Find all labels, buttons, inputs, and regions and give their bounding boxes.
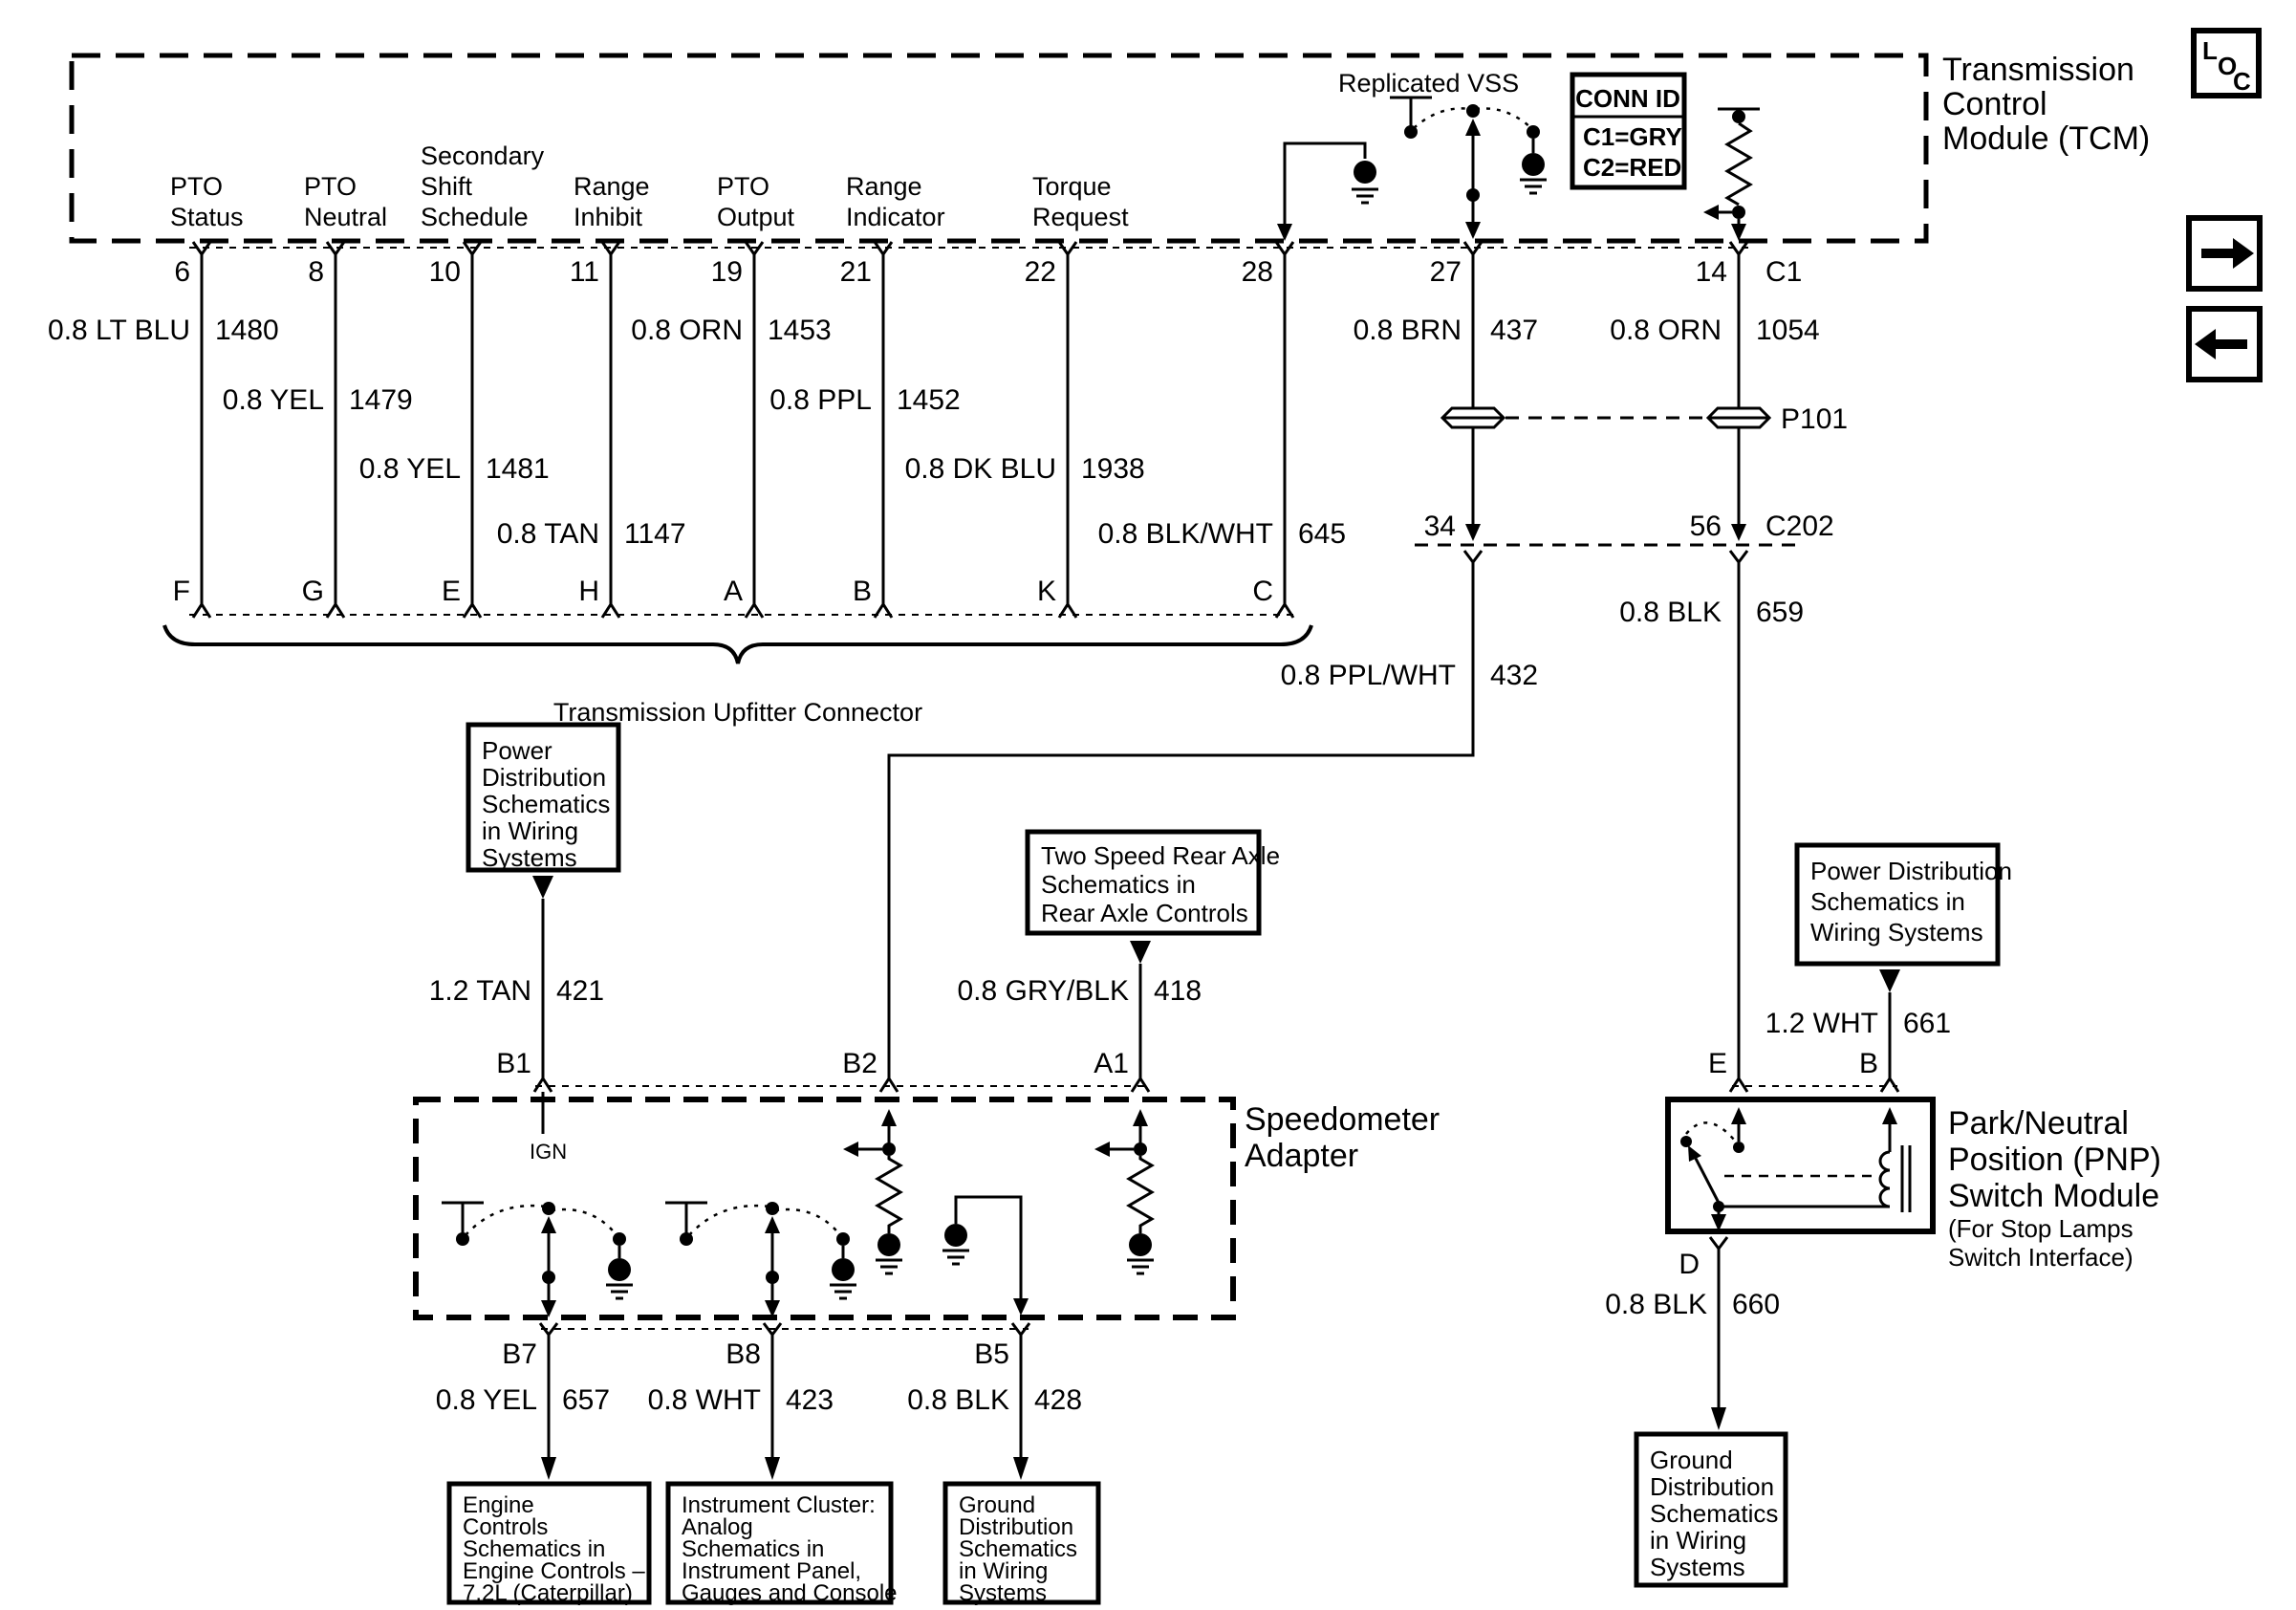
svg-text:PTO: PTO — [304, 172, 357, 201]
ref-box-engine-controls — [449, 1484, 649, 1606]
svg-text:E: E — [441, 576, 461, 607]
ground-icon — [1520, 180, 1547, 193]
svg-text:Secondary: Secondary — [421, 141, 545, 170]
arrow-down-icon — [1711, 1407, 1726, 1430]
svg-text:PTO: PTO — [170, 172, 224, 201]
wire-circuit-label: 432 — [1490, 660, 1539, 691]
p101-label: P101 — [1781, 403, 1849, 435]
svg-text:K: K — [1036, 576, 1056, 607]
tcm-internal-ground-28 — [1277, 143, 1378, 241]
upfitter-wires — [202, 254, 1285, 604]
resistor-icon — [1727, 123, 1750, 205]
speedo-label: Speedometer — [1245, 1101, 1440, 1138]
svg-text:0.8 YEL: 0.8 YEL — [222, 384, 324, 416]
svg-text:437: 437 — [1490, 315, 1539, 346]
pnp-internal-switch-icon — [1680, 1107, 1910, 1231]
svg-text:14: 14 — [1695, 256, 1727, 288]
svg-text:1938: 1938 — [1081, 453, 1145, 485]
ground-icon — [942, 1251, 969, 1264]
ref-box-instrument-cluster — [668, 1484, 898, 1606]
svg-text:Distribution: Distribution — [1650, 1472, 1775, 1501]
svg-text:0.8 YEL: 0.8 YEL — [435, 1384, 537, 1416]
loc-letter: L — [2202, 36, 2218, 65]
svg-text:Output: Output — [717, 203, 795, 231]
conn-id-legend — [1572, 75, 1684, 187]
svg-text:A1: A1 — [1094, 1048, 1129, 1079]
speedo-top-pin-stubs — [534, 1078, 1149, 1092]
ground-icon — [832, 1258, 855, 1281]
wire-color-label: 0.8 GRY/BLK — [957, 975, 1129, 1007]
loc-button[interactable] — [2194, 31, 2259, 96]
c202-pin-stubs — [1464, 551, 1747, 562]
svg-text:11: 11 — [569, 256, 599, 288]
svg-text:0.8 YEL: 0.8 YEL — [358, 453, 461, 485]
svg-text:Switch Interface): Switch Interface) — [1948, 1243, 2134, 1272]
svg-text:1481: 1481 — [486, 453, 550, 485]
tcm-title-line: Module (TCM) — [1942, 120, 2151, 157]
arrow-up-icon — [1882, 1107, 1897, 1124]
conn-id-title: CONN ID — [1575, 84, 1680, 113]
svg-text:Gauges and Console: Gauges and Console — [682, 1580, 898, 1606]
inline-connector-c202 — [1415, 511, 1834, 562]
svg-text:in Wiring: in Wiring — [959, 1558, 1049, 1584]
svg-text:Power Distribution: Power Distribution — [1810, 857, 2012, 885]
wire-labels-right — [1354, 315, 1820, 346]
svg-text:27: 27 — [1429, 256, 1462, 288]
ign-label: IGN — [530, 1140, 568, 1164]
svg-text:Range: Range — [846, 172, 922, 201]
upfitter-label: Transmission Upfitter Connector — [552, 698, 923, 727]
tcm-title — [1942, 52, 2150, 157]
svg-text:H: H — [578, 576, 599, 607]
coil-core-bars — [1902, 1145, 1910, 1212]
svg-text:Schedule: Schedule — [421, 203, 529, 231]
svg-text:in Wiring: in Wiring — [482, 816, 579, 845]
arrow-up-icon — [541, 1216, 556, 1233]
arrow-down-icon — [1465, 222, 1481, 239]
svg-text:A: A — [723, 576, 743, 607]
svg-text:22: 22 — [1024, 256, 1056, 288]
speedo-switch-b7-icon — [442, 1202, 633, 1317]
svg-text:Schematics: Schematics — [959, 1536, 1078, 1562]
pnp-label — [1948, 1105, 2161, 1272]
ground-icon — [830, 1285, 856, 1298]
arrow-down-icon — [1731, 224, 1746, 241]
svg-text:Distribution: Distribution — [959, 1514, 1074, 1540]
svg-text:F: F — [172, 576, 190, 607]
arrow-up-icon — [1465, 119, 1481, 136]
svg-text:Ground: Ground — [1650, 1446, 1733, 1474]
wire-circuit-label: 661 — [1903, 1008, 1952, 1039]
ground-icon — [877, 1233, 900, 1256]
upfitter-brace — [164, 625, 1311, 664]
svg-text:0.8 DK BLU: 0.8 DK BLU — [904, 453, 1056, 485]
speedo-resistor-a1-icon — [1094, 1109, 1154, 1273]
arrow-down-icon — [532, 876, 553, 899]
wire-circuit-label: 418 — [1154, 975, 1202, 1007]
speedo-label: Adapter — [1245, 1138, 1359, 1174]
svg-text:Park/Neutral: Park/Neutral — [1948, 1105, 2129, 1142]
svg-text:Inhibit: Inhibit — [574, 203, 643, 231]
arrow-left-icon — [1703, 205, 1719, 220]
svg-text:6: 6 — [174, 256, 190, 288]
svg-text:Systems: Systems — [959, 1580, 1048, 1606]
svg-text:Schematics in: Schematics in — [463, 1536, 606, 1562]
svg-text:1479: 1479 — [349, 384, 413, 416]
arrow-down-icon — [1277, 224, 1292, 241]
arrow-down-icon — [1731, 524, 1746, 541]
arrow-down-icon — [1013, 1298, 1029, 1316]
svg-text:0.8 BRN: 0.8 BRN — [1353, 315, 1462, 346]
ref-box-two-speed-axle — [1028, 832, 1280, 964]
svg-text:28: 28 — [1241, 256, 1273, 288]
svg-text:7.2L (Caterpillar): 7.2L (Caterpillar) — [463, 1580, 633, 1606]
ground-icon — [608, 1258, 631, 1281]
ground-icon — [606, 1285, 633, 1298]
wire-color-label: 0.8 BLK — [1605, 1289, 1707, 1320]
left-arrow-icon — [2195, 329, 2216, 359]
svg-text:Ground: Ground — [959, 1492, 1036, 1518]
svg-text:56: 56 — [1689, 511, 1722, 542]
svg-text:Schematics in: Schematics in — [1041, 870, 1196, 899]
speedo-resistor-b2-icon — [843, 1109, 902, 1273]
wire-circuit-label: 421 — [556, 975, 605, 1007]
arrow-down-icon — [1465, 524, 1481, 541]
speedo-switch-b8-icon — [665, 1202, 856, 1317]
resistor-icon — [1129, 1156, 1152, 1233]
pnp-pin-d-stub — [1710, 1237, 1727, 1249]
next-page-button[interactable] — [2189, 218, 2260, 289]
svg-text:423: 423 — [786, 1384, 834, 1416]
svg-text:E: E — [1707, 1048, 1727, 1079]
loc-letter: O — [2218, 52, 2238, 80]
svg-text:Power: Power — [482, 736, 552, 765]
arrow-up-icon — [881, 1109, 897, 1126]
svg-text:428: 428 — [1034, 1384, 1083, 1416]
svg-text:0.8 TAN: 0.8 TAN — [496, 518, 599, 550]
svg-text:(For Stop Lamps: (For Stop Lamps — [1948, 1214, 2134, 1243]
arrow-left-icon — [1094, 1142, 1110, 1157]
svg-text:21: 21 — [839, 256, 872, 288]
svg-text:Wiring Systems: Wiring Systems — [1810, 918, 1983, 946]
svg-text:Instrument Cluster:: Instrument Cluster: — [682, 1492, 876, 1518]
svg-text:34: 34 — [1423, 511, 1456, 542]
svg-text:Position (PNP): Position (PNP) — [1948, 1142, 2161, 1178]
inline-connector-p101 — [1442, 403, 1848, 435]
ground-icon — [1354, 161, 1376, 184]
svg-text:0.8 WHT: 0.8 WHT — [647, 1384, 761, 1416]
ground-icon — [1352, 189, 1378, 203]
replicated-vss-switch-icon — [1390, 98, 1547, 193]
svg-text:B1: B1 — [496, 1048, 531, 1079]
arrow-down-icon — [1013, 1457, 1029, 1480]
svg-text:645: 645 — [1298, 518, 1347, 550]
wire-circuit-label: 659 — [1756, 597, 1805, 628]
svg-text:Request: Request — [1032, 203, 1129, 231]
svg-text:B8: B8 — [726, 1338, 761, 1370]
pnp-pin-d-label: D — [1679, 1249, 1700, 1280]
previous-page-button[interactable] — [2189, 309, 2260, 380]
svg-text:0.8 LT BLU: 0.8 LT BLU — [48, 315, 190, 346]
conn-id-row: C1=GRY — [1583, 122, 1682, 151]
svg-text:B7: B7 — [502, 1338, 537, 1370]
svg-text:B2: B2 — [842, 1048, 877, 1079]
right-arrow-icon — [2233, 238, 2254, 269]
speedo-ground-b5-icon — [942, 1197, 1029, 1316]
svg-text:B5: B5 — [974, 1338, 1009, 1370]
svg-text:10: 10 — [428, 256, 461, 288]
upfitter-pin-letters — [173, 576, 1273, 607]
svg-text:0.8 ORN: 0.8 ORN — [631, 315, 743, 346]
svg-text:Schematics in: Schematics in — [682, 1536, 825, 1562]
svg-text:1147: 1147 — [624, 518, 686, 550]
arrow-down-icon — [1130, 941, 1151, 964]
arrow-left-icon — [843, 1142, 858, 1157]
svg-text:Shift: Shift — [421, 172, 473, 201]
svg-text:PTO: PTO — [717, 172, 770, 201]
svg-text:0.8 ORN: 0.8 ORN — [1610, 315, 1722, 346]
svg-text:1054: 1054 — [1756, 315, 1820, 346]
svg-text:in Wiring: in Wiring — [1650, 1526, 1747, 1555]
speedo-bottom-pin-labels — [502, 1338, 1009, 1370]
svg-text:Distribution: Distribution — [482, 763, 607, 792]
svg-text:1452: 1452 — [897, 384, 961, 416]
coil-icon — [1880, 1152, 1890, 1207]
tcm-right-wires — [1473, 254, 1739, 524]
svg-text:Controls: Controls — [463, 1514, 549, 1540]
speedo-bottom-wire-labels — [436, 1384, 1082, 1416]
ref-box-power-dist-right — [1797, 845, 2012, 992]
svg-text:Systems: Systems — [482, 843, 577, 872]
ground-icon — [876, 1260, 902, 1273]
svg-text:0.8 PPL: 0.8 PPL — [769, 384, 872, 416]
arrow-up-icon — [1731, 1107, 1746, 1124]
svg-text:Status: Status — [170, 203, 244, 231]
svg-text:Neutral: Neutral — [304, 203, 388, 231]
ref-box-ground-dist-left — [945, 1484, 1098, 1606]
wire-labels-upfitter — [48, 315, 1346, 550]
tcm-internal-resistor-icon — [1703, 109, 1760, 241]
svg-text:B: B — [852, 576, 872, 607]
svg-text:Analog: Analog — [682, 1514, 753, 1540]
svg-text:Systems: Systems — [1650, 1553, 1745, 1581]
wire-color-label: 1.2 WHT — [1765, 1008, 1878, 1039]
svg-text:Two Speed Rear Axle: Two Speed Rear Axle — [1041, 841, 1281, 870]
svg-text:0.8 BLK: 0.8 BLK — [907, 1384, 1009, 1416]
svg-text:B: B — [1858, 1048, 1878, 1079]
arrow-down-icon — [1879, 969, 1900, 992]
svg-text:Range: Range — [574, 172, 650, 201]
arrow-down-icon — [541, 1457, 556, 1480]
speedo-top-pin-labels — [496, 1048, 1129, 1079]
svg-text:Instrument Panel,: Instrument Panel, — [682, 1558, 862, 1584]
svg-text:Schematics in: Schematics in — [1810, 887, 1965, 916]
svg-text:Engine Controls –: Engine Controls – — [463, 1558, 645, 1584]
svg-text:8: 8 — [308, 256, 324, 288]
svg-text:1480: 1480 — [215, 315, 279, 346]
resistor-icon — [877, 1156, 900, 1233]
svg-text:Schematics: Schematics — [482, 790, 611, 818]
svg-text:Schematics: Schematics — [1650, 1499, 1779, 1528]
connector-c1-label: C1 — [1765, 256, 1803, 288]
tcm-title-line: Transmission — [1942, 52, 2134, 88]
c202-label: C202 — [1765, 511, 1834, 542]
tcm-pin-function-labels — [170, 141, 1129, 231]
ref-box-power-dist-left — [468, 725, 618, 899]
pnp-top-pin-labels — [1708, 1048, 1878, 1079]
tcm-pin27-internal-wire — [1465, 119, 1481, 239]
svg-text:0.8 BLK/WHT: 0.8 BLK/WHT — [1097, 518, 1273, 550]
wire-circuit-label: 660 — [1732, 1289, 1781, 1320]
svg-text:Torque: Torque — [1032, 172, 1112, 201]
wire-color-label: 0.8 PPL/WHT — [1280, 660, 1456, 691]
speedometer-adapter-box — [416, 1099, 1233, 1317]
svg-text:Indicator: Indicator — [846, 203, 945, 231]
arrow-down-icon — [765, 1457, 780, 1480]
svg-text:1453: 1453 — [768, 315, 832, 346]
svg-text:Engine: Engine — [463, 1492, 534, 1518]
tcm-title-line: Control — [1942, 86, 2047, 122]
svg-text:Rear Axle Controls: Rear Axle Controls — [1041, 899, 1248, 927]
wire-color-label: 0.8 BLK — [1619, 597, 1722, 628]
svg-text:19: 19 — [710, 256, 743, 288]
svg-text:C: C — [1252, 576, 1273, 607]
arrow-up-icon — [1133, 1109, 1148, 1126]
svg-text:657: 657 — [562, 1384, 611, 1416]
tcm-pin-numbers — [174, 256, 1802, 288]
loc-letter: C — [2233, 67, 2251, 96]
svg-text:Switch Module: Switch Module — [1948, 1178, 2160, 1214]
ground-icon — [1127, 1260, 1154, 1273]
ref-box-ground-dist-right — [1636, 1434, 1786, 1585]
ground-icon — [1129, 1233, 1152, 1256]
wire-color-label: 1.2 TAN — [428, 975, 531, 1007]
ground-icon — [944, 1224, 967, 1247]
replicated-vss-label: Replicated VSS — [1338, 69, 1520, 98]
conn-id-row: C2=RED — [1583, 153, 1682, 182]
ground-icon — [1522, 153, 1545, 176]
svg-text:G: G — [301, 576, 324, 607]
arrow-up-icon — [765, 1216, 780, 1233]
